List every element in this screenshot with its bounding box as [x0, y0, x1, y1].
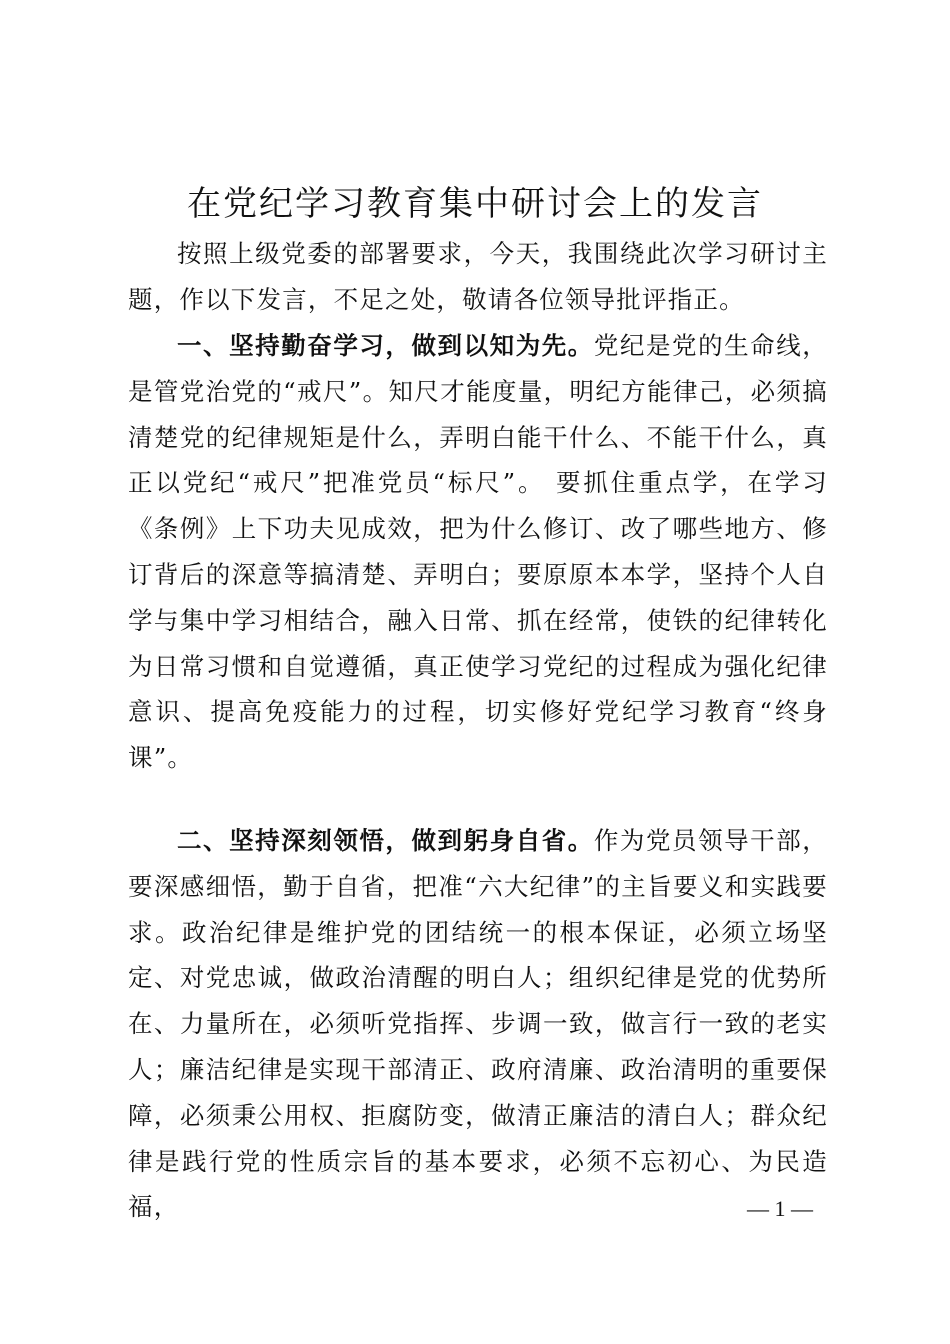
section-2-body: 作为党员领导干部，要深感细悟，勤于自省，把准“六大纪律”的主旨要义和实践要求。政治纪律是维护党的团结统一的根本保证，必须立场坚定、对党忠诚，做政治清醒的明白人；组织纪律是党的优势所在、力量所在，必须听党指挥、步调一致，做言行一致的老实人；廉洁纪律是实现干部清正、政府清廉、政治清明的重要保障，必须秉公用权、拒腐防变，做清正廉洁的清白人；群众纪律是践行党的性质宗旨的基本要求，必须不忘初心、为民造福，: [128, 826, 828, 1222]
section-1-body: 党纪是党的生命线，是管党治党的“戒尺”。知尺才能度量，明纪方能律己，必须搞清楚党的纪律规矩是什么，弄明白能干什么、不能干什么，真正以党纪“戒尺”把准党员“标尺”。 要抓住重点学，在学习《条例》上下功夫见成效，把为什么修订、改了哪些地方、修订背后的深意等搞清楚、弄明白；要原原本本学，坚持个人自学与集中学习相结合，融入日常、抓在经常，使铁的纪律转化为日常习惯和自觉遵循，真正使学习党纪的过程成为强化纪律意识、提高免疫能力的过程，切实修好党纪学习教育“终身课”。: [128, 331, 828, 773]
section-1-heading: 一、坚持勤奋学习，做到以知为先。: [177, 331, 594, 360]
intro-paragraph: 按照上级党委的部署要求，今天，我围绕此次学习研讨主题，作以下发言，不足之处，敬请各位领导批评指正。: [128, 239, 828, 314]
section-1-paragraph: [128, 323, 828, 781]
page-number: — 1 —: [747, 1196, 813, 1221]
page-title: 在党纪学习教育集中研讨会上的发言: [187, 184, 763, 224]
section-2-paragraph: [128, 818, 828, 1230]
section-2-heading: 二、坚持深刻领悟，做到躬身自省。: [177, 826, 594, 855]
